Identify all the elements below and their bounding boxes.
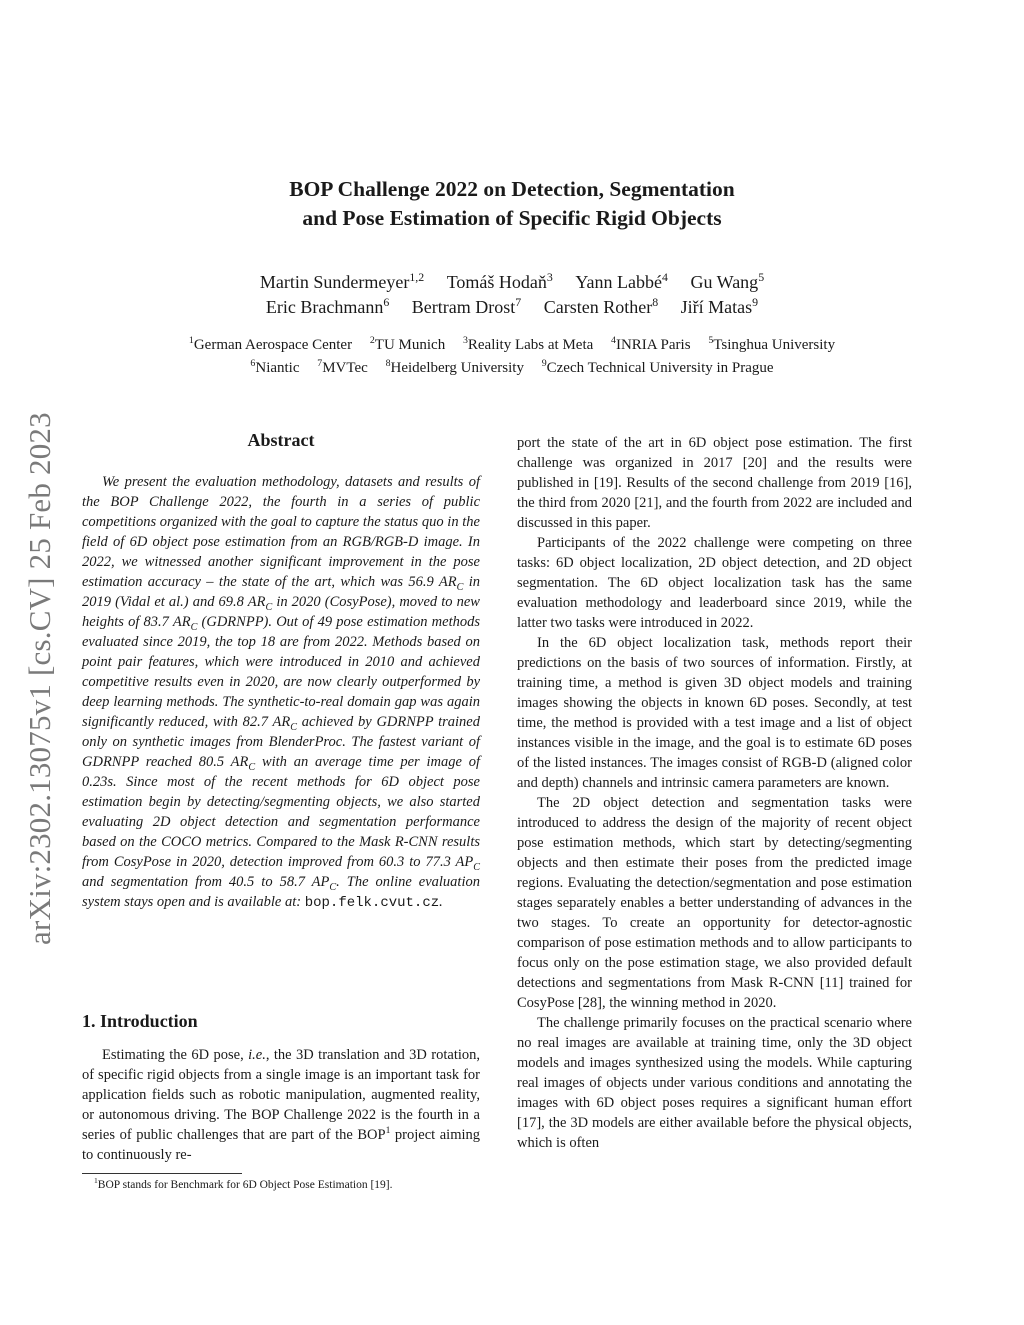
paper-title	[0, 175, 1024, 233]
footnote: $^1$BOP stands for Benchmark for 6D Object Pose Estimation [19].	[94, 1176, 393, 1191]
paragraph: The challenge primarily focuses on the practical scenario where no real images are available at training time, only the 3D object models and images synthesized using the models. While capturing real images of objects under various conditions and annotating the images with 6D object poses requires a significant human effort [17], the 3D models are either available before the physical objects, which is often	[517, 1015, 912, 1151]
paragraph: The 2D object detection and segmentation tasks were introduced to address the design of the majority of recent object pose estimation methods, which start by detecting/segmenting objects and then estimate their poses from the predicted image regions. Evaluating the detection/segmentation and pose estimation stages separately enables a better understanding of advances in the two stages. To create an opportunity for detector-agnostic comparison of pose estimation methods and to allow participants to focus only on the pose estimation stage, we also provided default detections and segmentations from Mask R-CNN [11] trained for CosyPose [28], the winning method in 2020.	[517, 795, 912, 1011]
affiliation: $^6$Niantic	[250, 358, 300, 376]
arxiv-identifier: arXiv:2302.13075v1 [cs.CV] 25 Feb 2023	[22, 412, 57, 945]
introduction-paragraph: Estimating the 6D pose, i.e., the 3D translation and 3D rotation, of specific rigid objects from a single image is an important task for application fields such as robotic manipulation, augmented reality, or autonomous driving. The BOP Challenge 2022 is the fourth in a series of public challenges that are part of the BOP$^1$ project aiming to continuously re-	[82, 1047, 481, 1163]
paragraph: Participants of the 2022 challenge were competing on three tasks: 6D object localization, 2D object detection, and 2D object segmentation. The 6D object localization task has the same evaluation methodology and leaderboard since 2019, while the latter two tasks were introduced in 2022.	[517, 535, 912, 631]
right-column-text	[517, 433, 912, 1153]
paragraph: port the state of the art in 6D object pose estimation. The first challenge was organized in 2017 [20] and the results were published in [19]. Results of the second challenge from 2019 [16], the third from 2020 [21], and the fourth from 2022 are included and discussed in this paper.	[517, 435, 912, 531]
author: Jiří Matas$^9$	[680, 295, 759, 317]
footnote-divider	[82, 1173, 242, 1174]
affiliation: $^2$TU Munich	[369, 335, 446, 353]
footnote-marker[interactable]: 1	[385, 1125, 391, 1137]
author: Eric Brachmann$^6$	[265, 295, 390, 317]
affiliation: $^7$MVTec	[317, 358, 368, 376]
evaluation-url-link[interactable]: bop.felk.cvut.cz	[304, 895, 440, 911]
author: Yann Labbé$^4$	[575, 270, 668, 292]
author: Carsten Rother$^8$	[543, 295, 659, 317]
affiliation: $^1$German Aerospace Center	[188, 335, 353, 353]
affiliation-row-2	[0, 357, 1024, 380]
affiliation: $^9$Czech Technical University in Prague	[541, 358, 774, 376]
affiliation-row-1	[0, 334, 1024, 357]
abstract-text: We present the evaluation methodology, datasets and results of the BOP Challenge 2022, the fourth in a series of public competitions organized with the goal to capture the status quo in the field of 6D object pose estimation from an RGB/RGB-D image. In 2022, we witnessed another significant improvement in the pose estimation accuracy – the state of the art, which was 56.9 $AR_C$ in 2019 (Vidal et al.) and 69.8 $AR_C$ in 2020 (CosyPose), moved to new heights of 83.7 $AR_C$ (GDRNPP). Out of 49 pose estimation methods evaluated since 2019, the top 18 are from 2022. Methods based on point pair features, which were introduced in 2010 and achieved competitive results even in 2020, are now clearly outperformed by deep learning methods. The synthetic-to-real domain gap was again significantly reduced, with 82.7 $AR_C$ achieved by GDRNPP trained only on synthetic images from BlenderProc. The fastest variant of GDRNPP reached 80.5 $AR_C$ with an average time per image of 0.23s. Since most of the recent methods for 6D object pose estimation begin by detecting/segmenting objects, we also started evaluating 2D object detection and segmentation performance based on the COCO metrics. Compared to the Mask R-CNN results from CosyPose in 2020, detection improved from 60.3 to 77.3 $AP_C$ and segmentation from 40.5 to 58.7 $AP_C$. The online evaluation system stays open and is available at: bop.felk.cvut.cz.	[82, 474, 480, 911]
author-row-1	[0, 270, 1024, 295]
abstract-heading: Abstract	[247, 430, 315, 450]
author-row-2	[0, 295, 1024, 320]
introduction-heading: 1. Introduction	[82, 1011, 198, 1031]
author: Tomáš Hodaň$^3$	[446, 270, 553, 292]
author: Martin Sundermeyer$^{1,2}$	[259, 270, 425, 292]
affiliation: $^3$Reality Labs at Meta	[462, 335, 594, 353]
author-list	[0, 270, 1024, 320]
affiliation: $^5$Tsinghua University	[708, 335, 836, 353]
affiliation-list	[0, 334, 1024, 380]
author: Bertram Drost$^7$	[411, 295, 522, 317]
affiliation: $^8$Heidelberg University	[385, 358, 524, 376]
title-line-1: BOP Challenge 2022 on Detection, Segmentation	[289, 177, 735, 201]
affiliation: $^4$INRIA Paris	[611, 335, 691, 353]
title-line-2: and Pose Estimation of Specific Rigid Objects	[302, 206, 722, 230]
paragraph: In the 6D object localization task, methods report their predictions on the basis of two sources of information. Firstly, at training time, a method is given 3D object models and training images showing the objects in known 6D poses. Secondly, at test time, the method is provided with a test image and a list of object instances visible in the image, and the goal is to estimate 6D poses of the listed instances. The images consist of RGB-D (aligned color and depth) channels and intrinsic camera parameters are known.	[517, 635, 912, 791]
author: Gu Wang$^5$	[690, 270, 765, 292]
